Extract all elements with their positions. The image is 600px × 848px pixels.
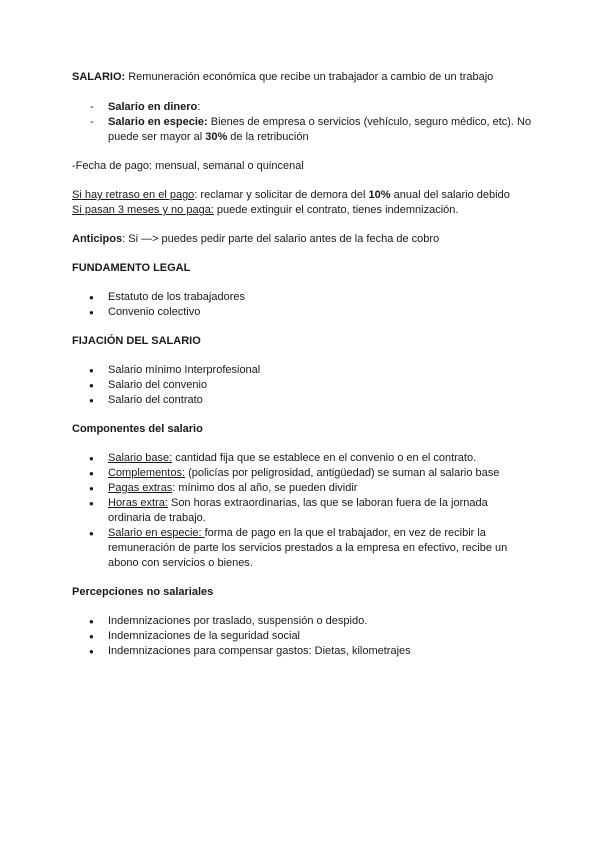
salario-dinero-label: Salario en dinero xyxy=(108,101,198,113)
componente-text: forma de pago en la que el trabajador, en vez de recibir la remuneración de parte los servicios prestados a la empresa en efectivo, recibe un abono con servicios o bienes. xyxy=(108,527,508,569)
tres-meses-line xyxy=(72,203,532,218)
list-item: ● Salario mínimo Interprofesional xyxy=(72,363,532,378)
salario-especie-text: Bienes de empresa o servicios (vehículo, seguro médico, etc). No puede ser mayor al xyxy=(108,116,532,143)
anticipos-text: : Si —> puedes pedir parte del salario antes de la fecha de cobro xyxy=(122,233,440,245)
list-item xyxy=(72,100,532,115)
fundamento-heading: FUNDAMENTO LEGAL xyxy=(72,262,191,274)
document-page xyxy=(72,70,532,659)
list-item: ● Salario del convenio xyxy=(72,378,532,393)
salario-types-list xyxy=(72,100,532,145)
anticipos-line xyxy=(72,232,532,247)
list-item xyxy=(72,466,532,481)
tres-meses-text: puede extinguir el contrato, tienes indemnización. xyxy=(213,204,459,216)
fijacion-list xyxy=(72,363,532,408)
fijacion-heading: FIJACIÓN DEL SALARIO xyxy=(72,335,201,347)
list-item xyxy=(72,481,532,496)
list-item xyxy=(72,451,532,466)
salario-definition xyxy=(72,70,532,85)
list-item: ● Indemnizaciones para compensar gastos: Dietas, kilometrajes xyxy=(72,644,532,659)
anticipos-label: Anticipos xyxy=(72,233,123,245)
componente-label: Pagas extras xyxy=(108,482,173,494)
salario-especie-tail: de la retribución xyxy=(227,131,309,143)
list-item: ● Salario del contrato xyxy=(72,393,532,408)
percepciones-list xyxy=(72,614,532,659)
salario-especie-pct: 30% xyxy=(205,131,228,143)
retraso-underlined: Si hay retraso en el pago xyxy=(72,189,195,201)
salario-especie-label: Salario en especie: xyxy=(108,116,208,128)
retraso-line xyxy=(72,188,532,203)
list-item: ● Indemnizaciones de la seguridad social xyxy=(72,629,532,644)
componente-text: cantidad fija que se establece en el convenio o en el contrato. xyxy=(172,452,477,464)
list-item: ● Convenio colectivo xyxy=(72,305,532,320)
componente-text: (policías por peligrosidad, antigüedad) se suman al salario base xyxy=(185,467,500,479)
componente-label: Salario base: xyxy=(108,452,173,464)
percepciones-heading: Percepciones no salariales xyxy=(72,586,214,598)
componentes-list xyxy=(72,451,532,571)
componentes-heading: Componentes del salario xyxy=(72,423,203,435)
salario-text: Remuneración económica que recibe un trabajador a cambio de un trabajo xyxy=(125,71,494,83)
retraso-pct: 10% xyxy=(368,189,391,201)
retraso-text: : reclamar y solicitar de demora del xyxy=(194,189,369,201)
componente-label: Salario en especie: xyxy=(108,527,205,539)
salario-label: SALARIO: xyxy=(72,71,126,83)
list-item xyxy=(72,526,532,571)
retraso-tail: anual del salario debido xyxy=(390,189,510,201)
list-item xyxy=(72,496,532,526)
tres-meses-underlined: Si pasan 3 meses y no paga: xyxy=(72,204,214,216)
componente-label: Complementos: xyxy=(108,467,186,479)
list-item: ● Indemnizaciones por traslado, suspensión o despido. xyxy=(72,614,532,629)
list-item: ● Estatuto de los trabajadores xyxy=(72,290,532,305)
componente-label: Horas extra: xyxy=(108,497,168,509)
fecha-pago: -Fecha de pago: mensual, semanal o quincenal xyxy=(72,160,304,172)
salario-dinero-text: : xyxy=(197,101,201,113)
componente-text: Son horas extraordinarias, las que se laboran fuera de la jornada ordinaria de trabajo. xyxy=(108,497,488,524)
componente-text: : mínimo dos al año, se pueden dividir xyxy=(172,482,358,494)
list-item xyxy=(72,115,532,145)
fundamento-list xyxy=(72,290,532,320)
